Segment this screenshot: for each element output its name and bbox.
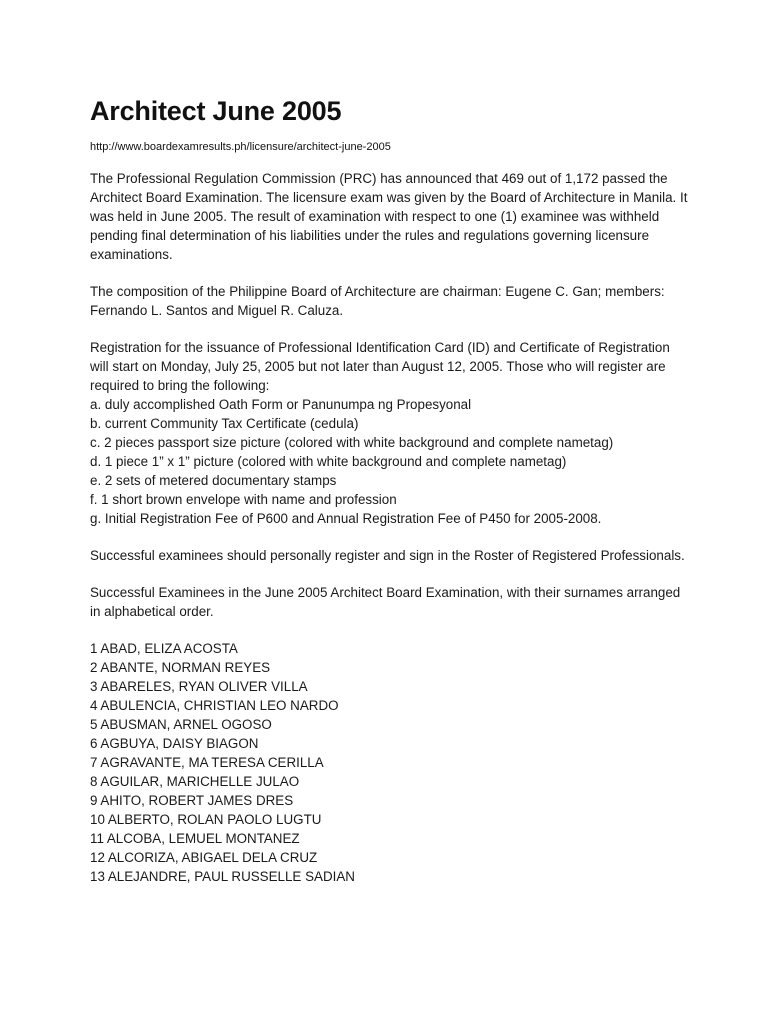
requirement-item: a. duly accomplished Oath Form or Panunumpa ng Propesyonal bbox=[90, 397, 472, 412]
requirement-item: g. Initial Registration Fee of P600 and Annual Registration Fee of P450 for 2005-2008. bbox=[90, 511, 602, 526]
examinee-item: 10 ALBERTO, ROLAN PAOLO LUGTU bbox=[90, 812, 322, 827]
requirement-item: d. 1 piece 1” x 1” picture (colored with white background and complete nametag) bbox=[90, 454, 567, 469]
examinee-item: 6 AGBUYA, DAISY BIAGON bbox=[90, 736, 259, 751]
document-page bbox=[90, 96, 690, 886]
examinee-item: 11 ALCOBA, LEMUEL MONTANEZ bbox=[90, 831, 300, 846]
registration-section bbox=[90, 338, 690, 528]
requirement-item: e. 2 sets of metered documentary stamps bbox=[90, 473, 337, 488]
requirement-item: f. 1 short brown envelope with name and profession bbox=[90, 492, 397, 507]
announcement-paragraph: The Professional Regulation Commission (PRC) has announced that 469 out of 1,172 passed the Architect Board Examination. The licensure exam was given by the Board of Architecture in Manila. It was held in June 2005. The result of examination with respect to one (1) examinee was withheld pending final determination of his liabilities under the rules and regulations governing licensure examinations. bbox=[90, 171, 688, 262]
registration-paragraph: Registration for the issuance of Professional Identification Card (ID) and Certificate of Registration will start on Monday, July 25, 2005 but not later than August 12, 2005. Those who will register are required to bring the following: bbox=[90, 340, 670, 393]
examinee-item: 4 ABULENCIA, CHRISTIAN LEO NARDO bbox=[90, 698, 339, 713]
examinee-item: 1 ABAD, ELIZA ACOSTA bbox=[90, 641, 238, 656]
requirements-list bbox=[90, 395, 690, 528]
examinee-item: 9 AHITO, ROBERT JAMES DRES bbox=[90, 793, 294, 808]
requirement-item: b. current Community Tax Certificate (cedula) bbox=[90, 416, 359, 431]
examinees-intro-paragraph: Successful Examinees in the June 2005 Architect Board Examination, with their surnames arranged in alphabetical order. bbox=[90, 585, 681, 619]
examinee-item: 13 ALEJANDRE, PAUL RUSSELLE SADIAN bbox=[90, 869, 355, 884]
source-url: http://www.boardexamresults.ph/licensure/architect-june-2005 bbox=[90, 141, 391, 153]
examinee-item: 2 ABANTE, NORMAN REYES bbox=[90, 660, 271, 675]
personal-registration-paragraph: Successful examinees should personally register and sign in the Roster of Registered Professionals. bbox=[90, 548, 685, 563]
document-title: Architect June 2005 bbox=[90, 96, 342, 126]
examinee-item: 7 AGRAVANTE, MA TERESA CERILLA bbox=[90, 755, 324, 770]
examinee-item: 3 ABARELES, RYAN OLIVER VILLA bbox=[90, 679, 308, 694]
board-composition-paragraph: The composition of the Philippine Board of Architecture are chairman: Eugene C. Gan; members: Fernando L. Santos and Miguel R. Caluza. bbox=[90, 284, 665, 318]
examinee-item: 12 ALCORIZA, ABIGAEL DELA CRUZ bbox=[90, 850, 318, 865]
examinee-item: 8 AGUILAR, MARICHELLE JULAO bbox=[90, 774, 300, 789]
examinees-list bbox=[90, 639, 690, 886]
requirement-item: c. 2 pieces passport size picture (colored with white background and complete nametag) bbox=[90, 435, 614, 450]
examinee-item: 5 ABUSMAN, ARNEL OGOSO bbox=[90, 717, 272, 732]
